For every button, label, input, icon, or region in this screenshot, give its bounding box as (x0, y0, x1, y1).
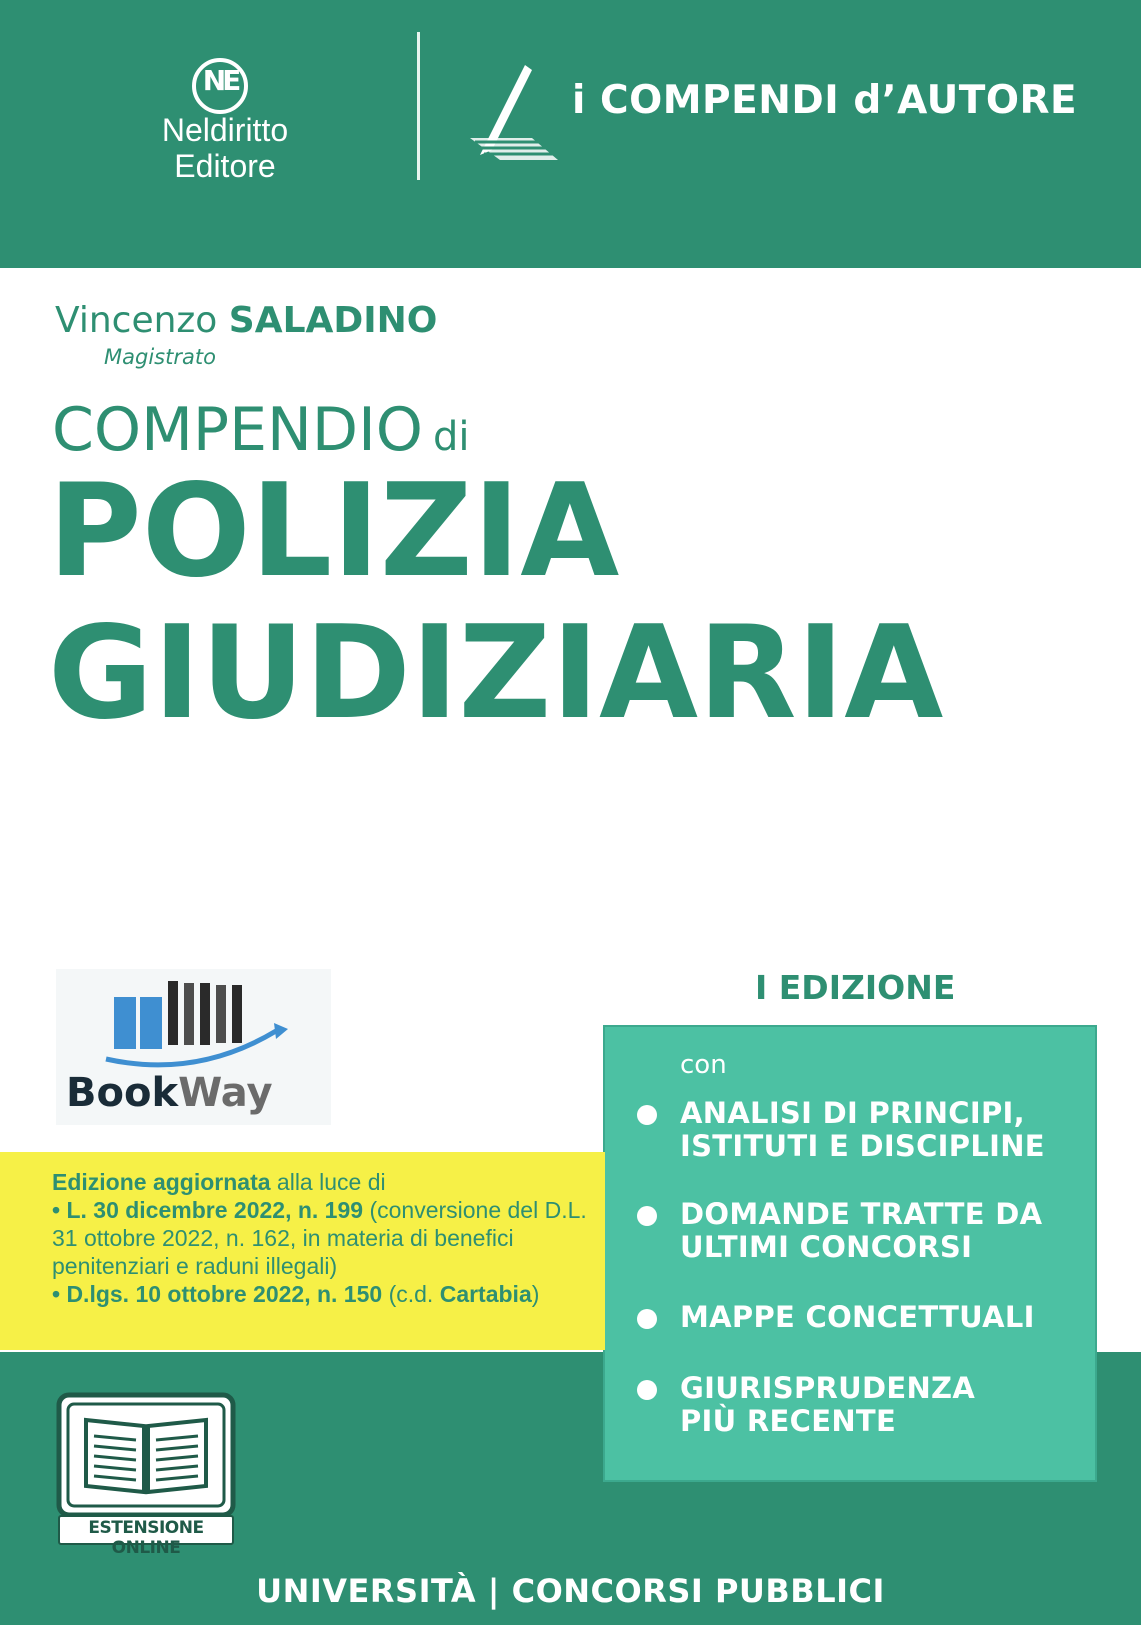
online-extension-label: ESTENSIONE ONLINE (88, 1518, 204, 1558)
feature-line1: ANALISI DI PRINCIPI, (680, 1096, 1025, 1130)
book-title-line1: POLIZIA (48, 457, 620, 606)
feature-line1: GIURISPRUDENZA (680, 1371, 976, 1405)
feature-text (680, 1097, 1045, 1163)
title-prefix-main: COMPENDIO (52, 395, 423, 465)
publisher-name-line2: Editore (174, 148, 276, 184)
header-divider (417, 32, 420, 180)
feature-text (680, 1198, 1042, 1264)
edition-label: I EDIZIONE (755, 968, 956, 1007)
update-item2-bold2: Cartabia (439, 1281, 532, 1307)
update-item1-rest: (conversione del D.L. 31 ottobre 2022, n. 162, in materia di benefici penitenziari e raduni illegali) (52, 1197, 587, 1279)
update-item2-bold: • D.lgs. 10 ottobre 2022, n. 150 (52, 1281, 383, 1307)
publisher-logo-initials: NE (202, 64, 238, 97)
book-pages-icon (470, 60, 580, 160)
feature-line2: ULTIMI CONCORSI (680, 1230, 973, 1264)
bullet-icon (637, 1206, 657, 1226)
feature-line2: PIÙ RECENTE (680, 1404, 897, 1438)
author-role: Magistrato (104, 345, 216, 369)
feature-text (680, 1301, 1035, 1334)
series-label: i COMPENDI d’AUTORE (572, 78, 1078, 123)
title-prefix-suffix: di (433, 414, 470, 460)
watermark-text (66, 1070, 273, 1116)
bullet-icon (637, 1105, 657, 1125)
bullet-icon (637, 1380, 657, 1400)
watermark-text-book: Book (66, 1070, 179, 1116)
update-item1-bold: • L. 30 dicembre 2022, n. 199 (52, 1197, 364, 1223)
author-first-name: Vincenzo (55, 300, 218, 341)
publisher-name (110, 112, 340, 184)
book-title-line2: GIUDIZIARIA (48, 599, 944, 748)
features-intro: con (680, 1050, 727, 1080)
feature-line1: MAPPE CONCETTUALI (680, 1300, 1035, 1334)
bullet-icon (637, 1309, 657, 1329)
feature-line1: DOMANDE TRATTE DA (680, 1197, 1043, 1231)
title-prefix (52, 395, 470, 465)
feature-line2: ISTITUTI E DISCIPLINE (680, 1129, 1045, 1163)
publisher-name-line1: Neldiritto (161, 112, 289, 148)
update-lead-rest: alla luce di (270, 1169, 386, 1195)
author-surname: SALADINO (228, 300, 438, 341)
update-lead-bold: Edizione aggiornata (52, 1169, 271, 1195)
update-item2-rest: (c.d. (382, 1281, 440, 1307)
update-item2-end: ) (531, 1281, 540, 1307)
update-note (52, 1168, 587, 1308)
footer-label: UNIVERSITÀ | CONCORSI PUBBLICI (256, 1572, 885, 1610)
watermark-text-way: Way (178, 1070, 273, 1116)
feature-text (680, 1372, 975, 1438)
author-name (55, 300, 437, 341)
